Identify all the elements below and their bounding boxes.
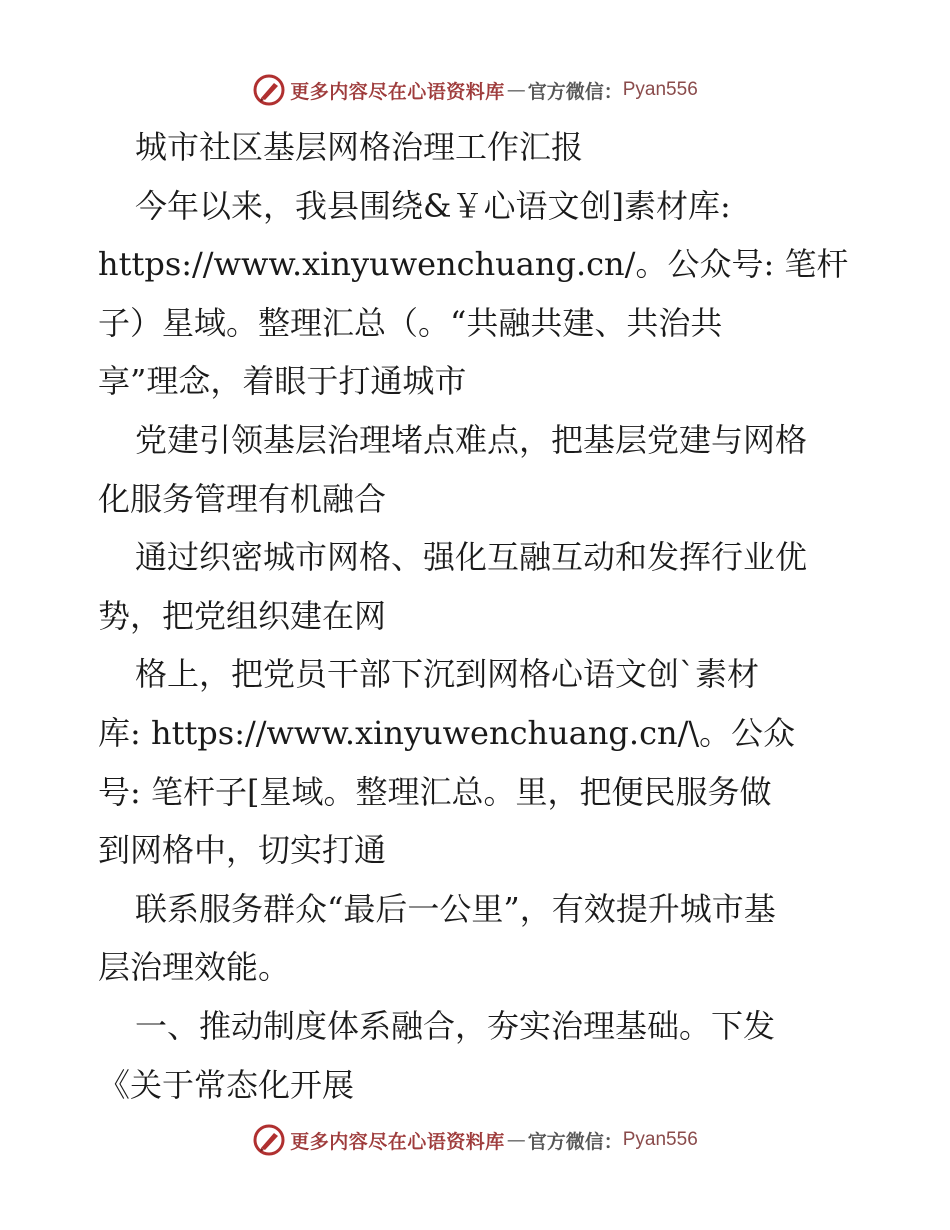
watermark-dash: —: [506, 79, 526, 101]
footer-watermark: [0, 1120, 950, 1160]
pen-logo-icon: [252, 1123, 286, 1157]
paragraph-line: https://www.xinyuwenchuang.cn/。公众号: 笔杆: [98, 245, 849, 284]
paragraph-line: 层治理效能。: [98, 948, 291, 987]
watermark-text: 更多内容尽在心语资料库: [290, 80, 505, 103]
paragraph-line: 联系服务群众“最后一公里”，有效提升城市基: [135, 889, 776, 928]
watermark-dash: —: [506, 1129, 526, 1151]
paragraph-line: 到网格中，切实打通: [98, 831, 387, 870]
paragraph-line: 格上，把党员干部下沉到网格心语文创`素材: [135, 655, 760, 694]
paragraph-line: 号: 笔杆子[星域。整理汇总。里，把便民服务做: [98, 772, 772, 811]
paragraph-line: 通过织密城市网格、强化互融互动和发挥行业优: [135, 538, 808, 577]
paragraph-line: 子）星域。整理汇总（。“共融共建、共治共: [98, 303, 723, 342]
paragraph-line: 今年以来，我县围绕&￥心语文创]素材库:: [135, 186, 731, 225]
paragraph-line: 《关于常态化开展: [98, 1065, 355, 1104]
watermark-text: 更多内容尽在心语资料库: [290, 1130, 505, 1153]
paragraph-line: 党建引领基层治理堵点难点，把基层党建与网格: [135, 420, 808, 459]
document-body: [98, 118, 858, 1114]
paragraph-line: 库: https://www.xinyuwenchuang.cn/\。公众: [98, 713, 796, 752]
watermark-official: 官方微信：: [527, 80, 623, 103]
watermark-official: 官方微信：: [527, 1130, 623, 1153]
paragraph-line: 一、推动制度体系融合，夯实治理基础。下发: [135, 1006, 776, 1045]
pen-logo-icon: [252, 73, 286, 107]
paragraph-line: 享”理念，着眼于打通城市: [98, 362, 467, 401]
watermark-id: Pyan556: [622, 1129, 698, 1150]
header-watermark: [0, 70, 950, 110]
watermark-id: Pyan556: [622, 79, 698, 100]
doc-title: 城市社区基层网格治理工作汇报: [135, 128, 584, 166]
paragraph-line: 势，把党组织建在网: [98, 596, 387, 635]
paragraph-line: 化服务管理有机融合: [98, 479, 387, 518]
